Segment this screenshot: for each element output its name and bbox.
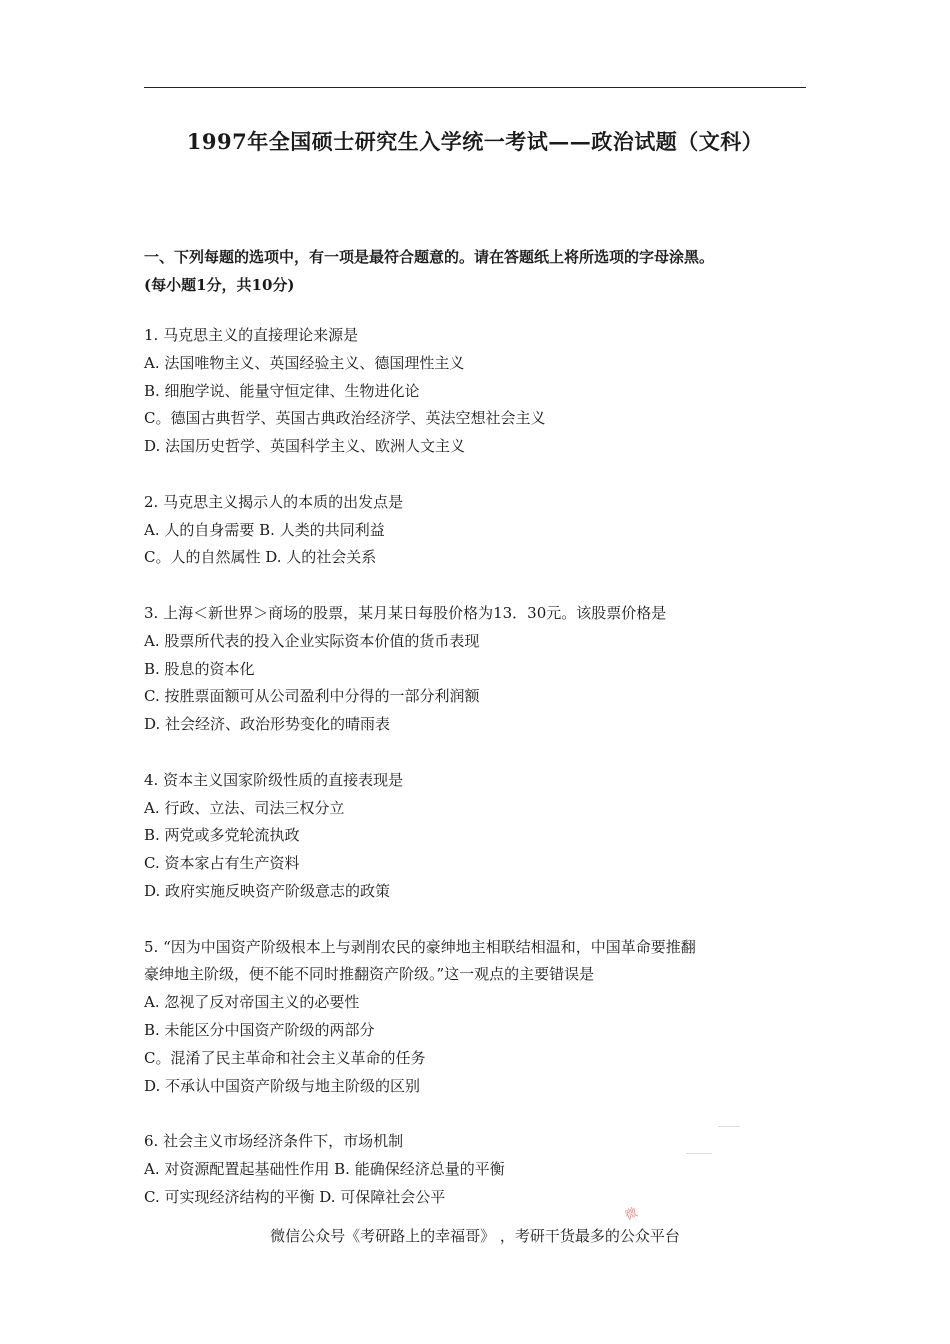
question-4-option-c: C. 资本家占有生产资料 (144, 854, 300, 873)
question-4-option-d: D. 政府实施反映资产阶级意志的政策 (144, 881, 391, 900)
question-5-stem-line-2: 豪绅地主阶级，便不能不同时推翻资产阶级。”这一观点的主要错误是 (144, 965, 595, 984)
question-5 (144, 934, 814, 1101)
footer-note: 微信公众号《考研路上的幸福哥》 ，考研干货最多的公众平台 (270, 1227, 680, 1245)
question-5-option-c: C。混淆了民主革命和社会主义革命的任务 (144, 1048, 426, 1067)
question-5-stem-line-1: 5. “因为中国资产阶级根本上与剥削农民的豪绅地主相联结相温和，中国革命要推翻 (144, 937, 696, 956)
question-1-stem: 1. 马克思主义的直接理论来源是 (144, 326, 359, 344)
section-instructions-line-1: 一、下列每题的选项中，有一项是最符合题意的。请在答题纸上将所选项的字母涂黑。 (144, 248, 715, 266)
question-2-options-cd: C。人的自然属性 D. 人的社会关系 (144, 548, 377, 567)
question-2-stem: 2. 马克思主义揭示人的本质的出发点是 (144, 492, 404, 511)
question-1-option-a: A. 法国唯物主义、英国经验主义、德国理性主义 (144, 353, 465, 372)
question-list (144, 322, 814, 1239)
question-4-stem: 4. 资本主义国家阶级性质的直接表现是 (144, 770, 404, 789)
question-2 (144, 489, 814, 572)
question-3-option-c: C. 按胜票面额可从公司盈利中分得的一部分利润额 (144, 687, 480, 706)
section-instructions (144, 243, 824, 299)
question-3-option-b: B. 股息的资本化 (144, 659, 255, 678)
question-5-option-b: B. 未能区分中国资产阶级的两部分 (144, 1020, 375, 1039)
question-4-option-b: B. 两党或多党轮流执政 (144, 826, 300, 845)
watermark-stamp: 微 (622, 1205, 640, 1223)
question-5-option-d: D. 不承认中国资产阶级与地主阶级的区别 (144, 1076, 421, 1095)
question-4 (144, 767, 814, 906)
question-3-option-a: A. 股票所代表的投入企业实际资本价值的货币表现 (144, 631, 480, 650)
question-4-option-a: A. 行政、立法、司法三权分立 (144, 798, 345, 817)
question-3-stem: 3. 上海＜新世界＞商场的股票，某月某日每股价格为13．30元。该股票价格是 (144, 603, 667, 622)
scan-artifact-mark (718, 1126, 740, 1127)
header-rule (144, 87, 806, 88)
question-6-options-ab: A. 对资源配置起基础性作用 B. 能确保经济总量的平衡 (144, 1159, 505, 1178)
question-3-option-d: D. 社会经济、政治形势变化的晴雨表 (144, 715, 391, 734)
question-5-option-a: A. 忽视了反对帝国主义的必要性 (144, 993, 360, 1012)
section-instructions-line-2: (每小题1分，共10分) (144, 276, 295, 294)
question-3 (144, 600, 814, 739)
scan-artifact-mark (686, 1153, 712, 1154)
question-6-stem: 6. 社会主义市场经济条件下，市场机制 (144, 1132, 404, 1151)
question-1-option-c: C。德国古典哲学、英国古典政治经济学、英法空想社会主义 (144, 409, 546, 428)
question-1-option-d: D. 法国历史哲学、英国科学主义、欧洲人文主义 (144, 437, 466, 456)
question-1 (144, 322, 814, 461)
question-6 (144, 1128, 814, 1211)
question-1-option-b: B. 细胞学说、能量守恒定律、生物进化论 (144, 381, 420, 400)
question-6-options-cd: C. 可实现经济结构的平衡 D. 可保障社会公平 (144, 1187, 446, 1206)
question-2-options-ab: A. 人的自身需要 B. 人类的共同利益 (144, 520, 385, 539)
document-title: 1997年全国硕士研究生入学统一考试——政治试题（文科） (186, 129, 764, 154)
